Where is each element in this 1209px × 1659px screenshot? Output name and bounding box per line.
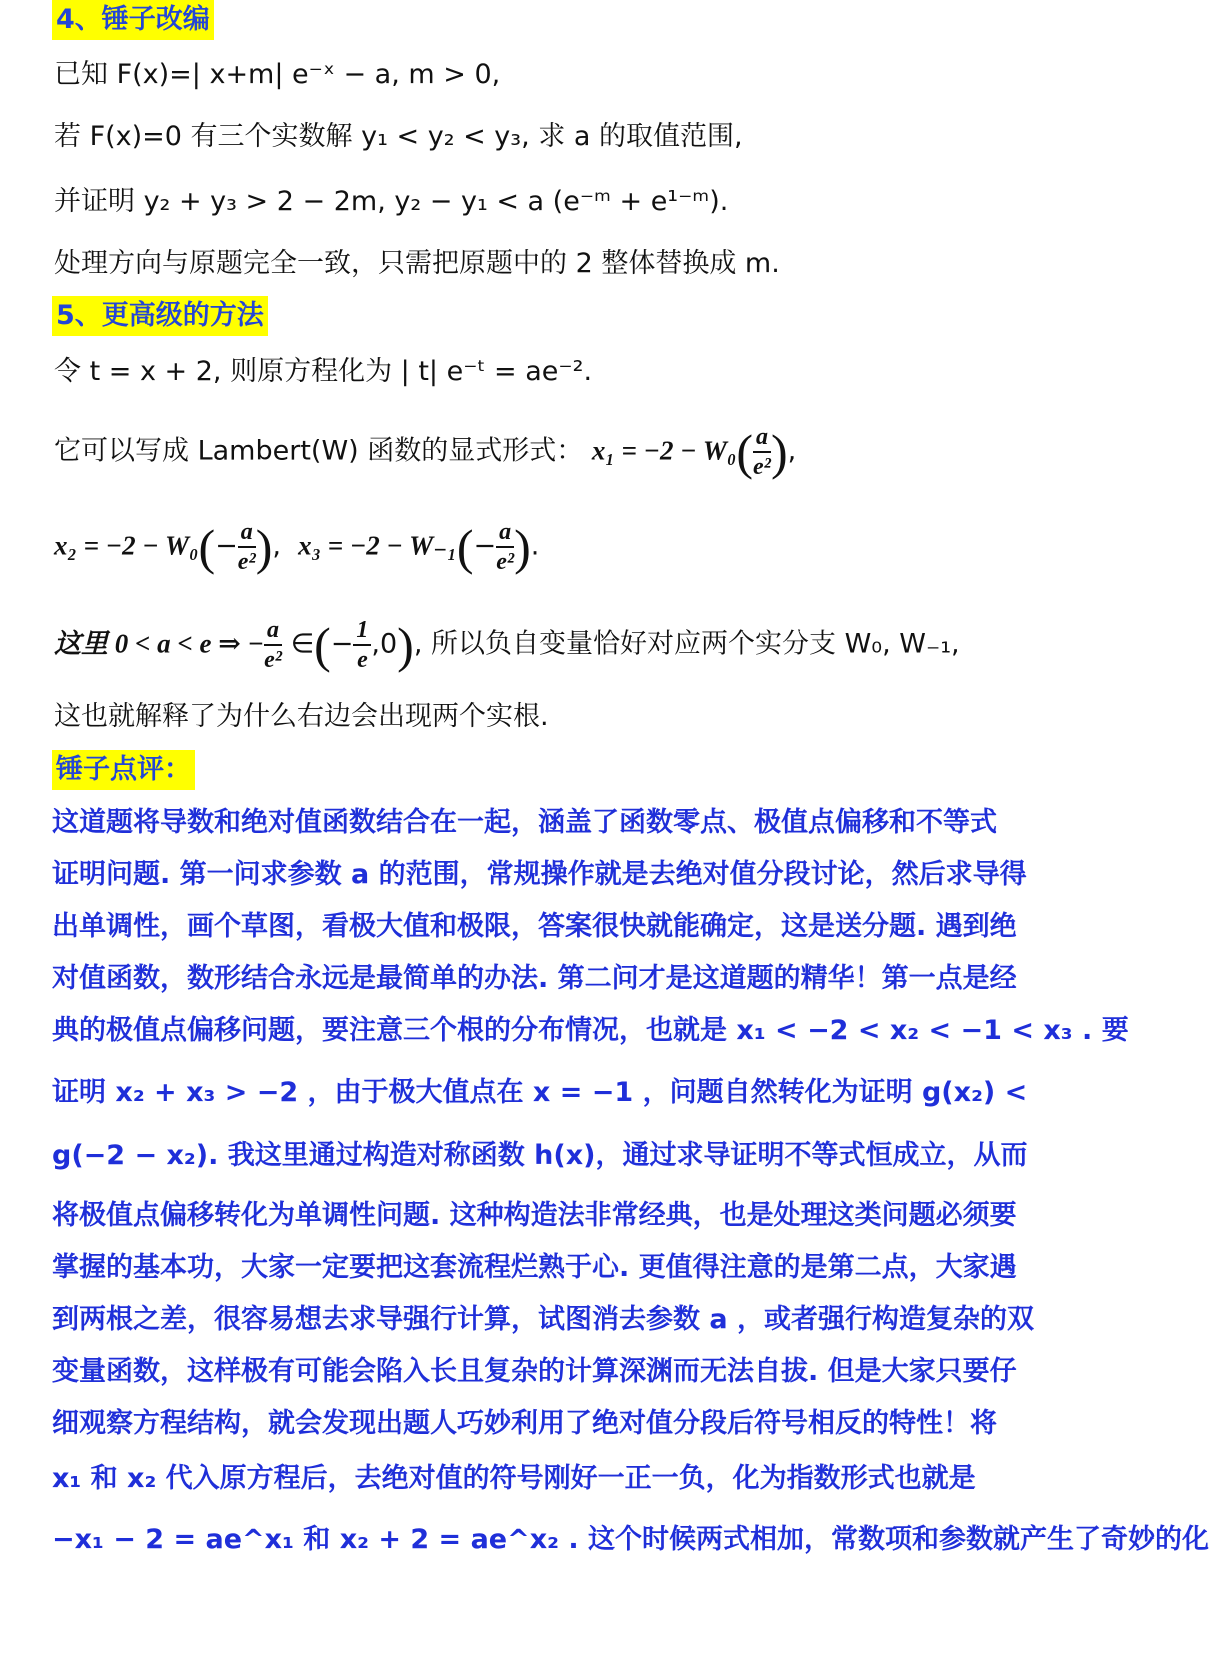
section-5-line-2: 它可以写成 Lambert(W) 函数的显式形式： x₁ = −2 − W₀( $\frac{a}{\text{e²}}$ ),: [54, 424, 797, 480]
fraction-a-e2: $\frac{a}{\text{e²}}$: [753, 424, 771, 480]
comment-line: 将极值点偏移转化为单调性问题. 这种构造法非常经典，也是处理这类问题必须要: [52, 1200, 1017, 1231]
comment-line: 到两根之差，很容易想去求导强行计算，试图消去参数 a ，或者强行构造复杂的双: [52, 1304, 1035, 1335]
fraction-a-e2-neg: $\frac{a}{\text{e²}}$: [237, 519, 256, 575]
section-4-line-2: 若 F(x)=0 有三个实数解 y₁ < y₂ < y₃, 求 a 的取值范围,: [54, 121, 743, 152]
paren-open: (: [736, 424, 753, 480]
section-4-line-3: 并证明 y₂ + y₃ > 2 − 2m, y₂ − y₁ < a (e⁻ᵐ + e¹⁻ᵐ).: [54, 186, 729, 217]
comment-line: −x₁ − 2 = ae^x₁ 和 x₂ + 2 = ae^x₂ . 这个时候两式相加，常数项和参数就产生了奇妙的化: [52, 1524, 1209, 1555]
section-5-line-1: 令 t = x + 2, 则原方程化为 | t| e⁻ᵗ = ae⁻².: [54, 356, 593, 387]
section-5-line-4: 这里 0 < a < e ⇒ − $\frac{a}{\text{e²}}$ ∈(− $\frac{1}{e}$ ,0), 所以负自变量恰好对应两个实分支 W₀, W₋₁,: [54, 617, 960, 673]
section-4-line-4: 处理方向与原题完全一致，只需把原题中的 2 整体替换成 m.: [54, 248, 780, 279]
x1-formula: x₁ = −2 − W₀: [591, 435, 737, 466]
x3-formula: x₃ = −2 − W₋₁: [298, 530, 457, 561]
fraction-1-e: $\frac{1}{e}$: [353, 618, 371, 672]
element-of-symbol: ∈: [290, 628, 315, 660]
section-5-line-3: x₂ = −2 − W₀(− $\frac{a}{\text{e²}}$ ), x₃ = −2 − W₋₁(− $\frac{a}{\text{e²}}$ ).: [54, 519, 540, 575]
comment-line: 变量函数，这样极有可能会陷入长且复杂的计算深渊而无法自拔. 但是大家只要仔: [52, 1356, 1017, 1387]
section-4-line-1: 已知 F(x)=| x+m| e⁻ˣ − a, m > 0,: [54, 59, 501, 90]
comment-line: g(−2 − x₂). 我这里通过构造对称函数 h(x)，通过求导证明不等式恒成立，从而: [52, 1140, 1028, 1171]
comment-line: 证明 x₂ + x₃ > −2 ，由于极大值点在 x = −1 ，问题自然转化为证明 g(x₂) <: [52, 1077, 1028, 1108]
branch-text: 所以负自变量恰好对应两个实分支 W₀, W₋₁,: [431, 628, 960, 660]
comment-line: 这道题将导数和绝对值函数结合在一起，涵盖了函数零点、极值点偏移和不等式: [52, 807, 997, 838]
section-4-heading: 4、锤子改编: [52, 0, 214, 40]
comment-line: 掌握的基本功，大家一定要把这套流程烂熟于心. 更值得注意的是第二点，大家遇: [52, 1252, 1017, 1283]
section-5-heading: 5、更高级的方法: [52, 296, 268, 336]
fraction-a-e2-neg-2: $\frac{a}{\text{e²}}$: [496, 519, 515, 575]
comment-line: 典的极值点偏移问题，要注意三个根的分布情况，也就是 x₁ < −2 < x₂ < −1 < x₃ . 要: [52, 1015, 1129, 1046]
comment-line: 证明问题. 第一问求参数 a 的范围，常规操作就是去绝对值分段讨论，然后求导得: [52, 859, 1027, 890]
comment-line: x₁ 和 x₂ 代入原方程后，去绝对值的符号刚好一正一负，化为指数形式也就是: [52, 1463, 976, 1494]
comment-line: 对值函数，数形结合永远是最简单的办法. 第二问才是这道题的精华！第一点是经: [52, 963, 1017, 994]
fraction-a-e2-range: $\frac{a}{\text{e²}}$: [264, 617, 282, 673]
comment-line: 细观察方程结构，就会发现出题人巧妙利用了绝对值分段后符号相反的特性！将: [52, 1408, 997, 1439]
lambert-text: 它可以写成 Lambert(W) 函数的显式形式：: [54, 435, 584, 467]
range-condition: 这里 0 < a < e ⇒ −: [54, 628, 264, 659]
paren-close: ): [770, 424, 788, 480]
x2-formula: x₂ = −2 − W₀: [54, 530, 199, 561]
comment-heading: 锤子点评：: [52, 750, 195, 790]
section-5-line-5: 这也就解释了为什么右边会出现两个实根.: [54, 701, 549, 732]
comment-line: 出单调性，画个草图，看极大值和极限，答案很快就能确定，这是送分题. 遇到绝: [52, 911, 1017, 942]
